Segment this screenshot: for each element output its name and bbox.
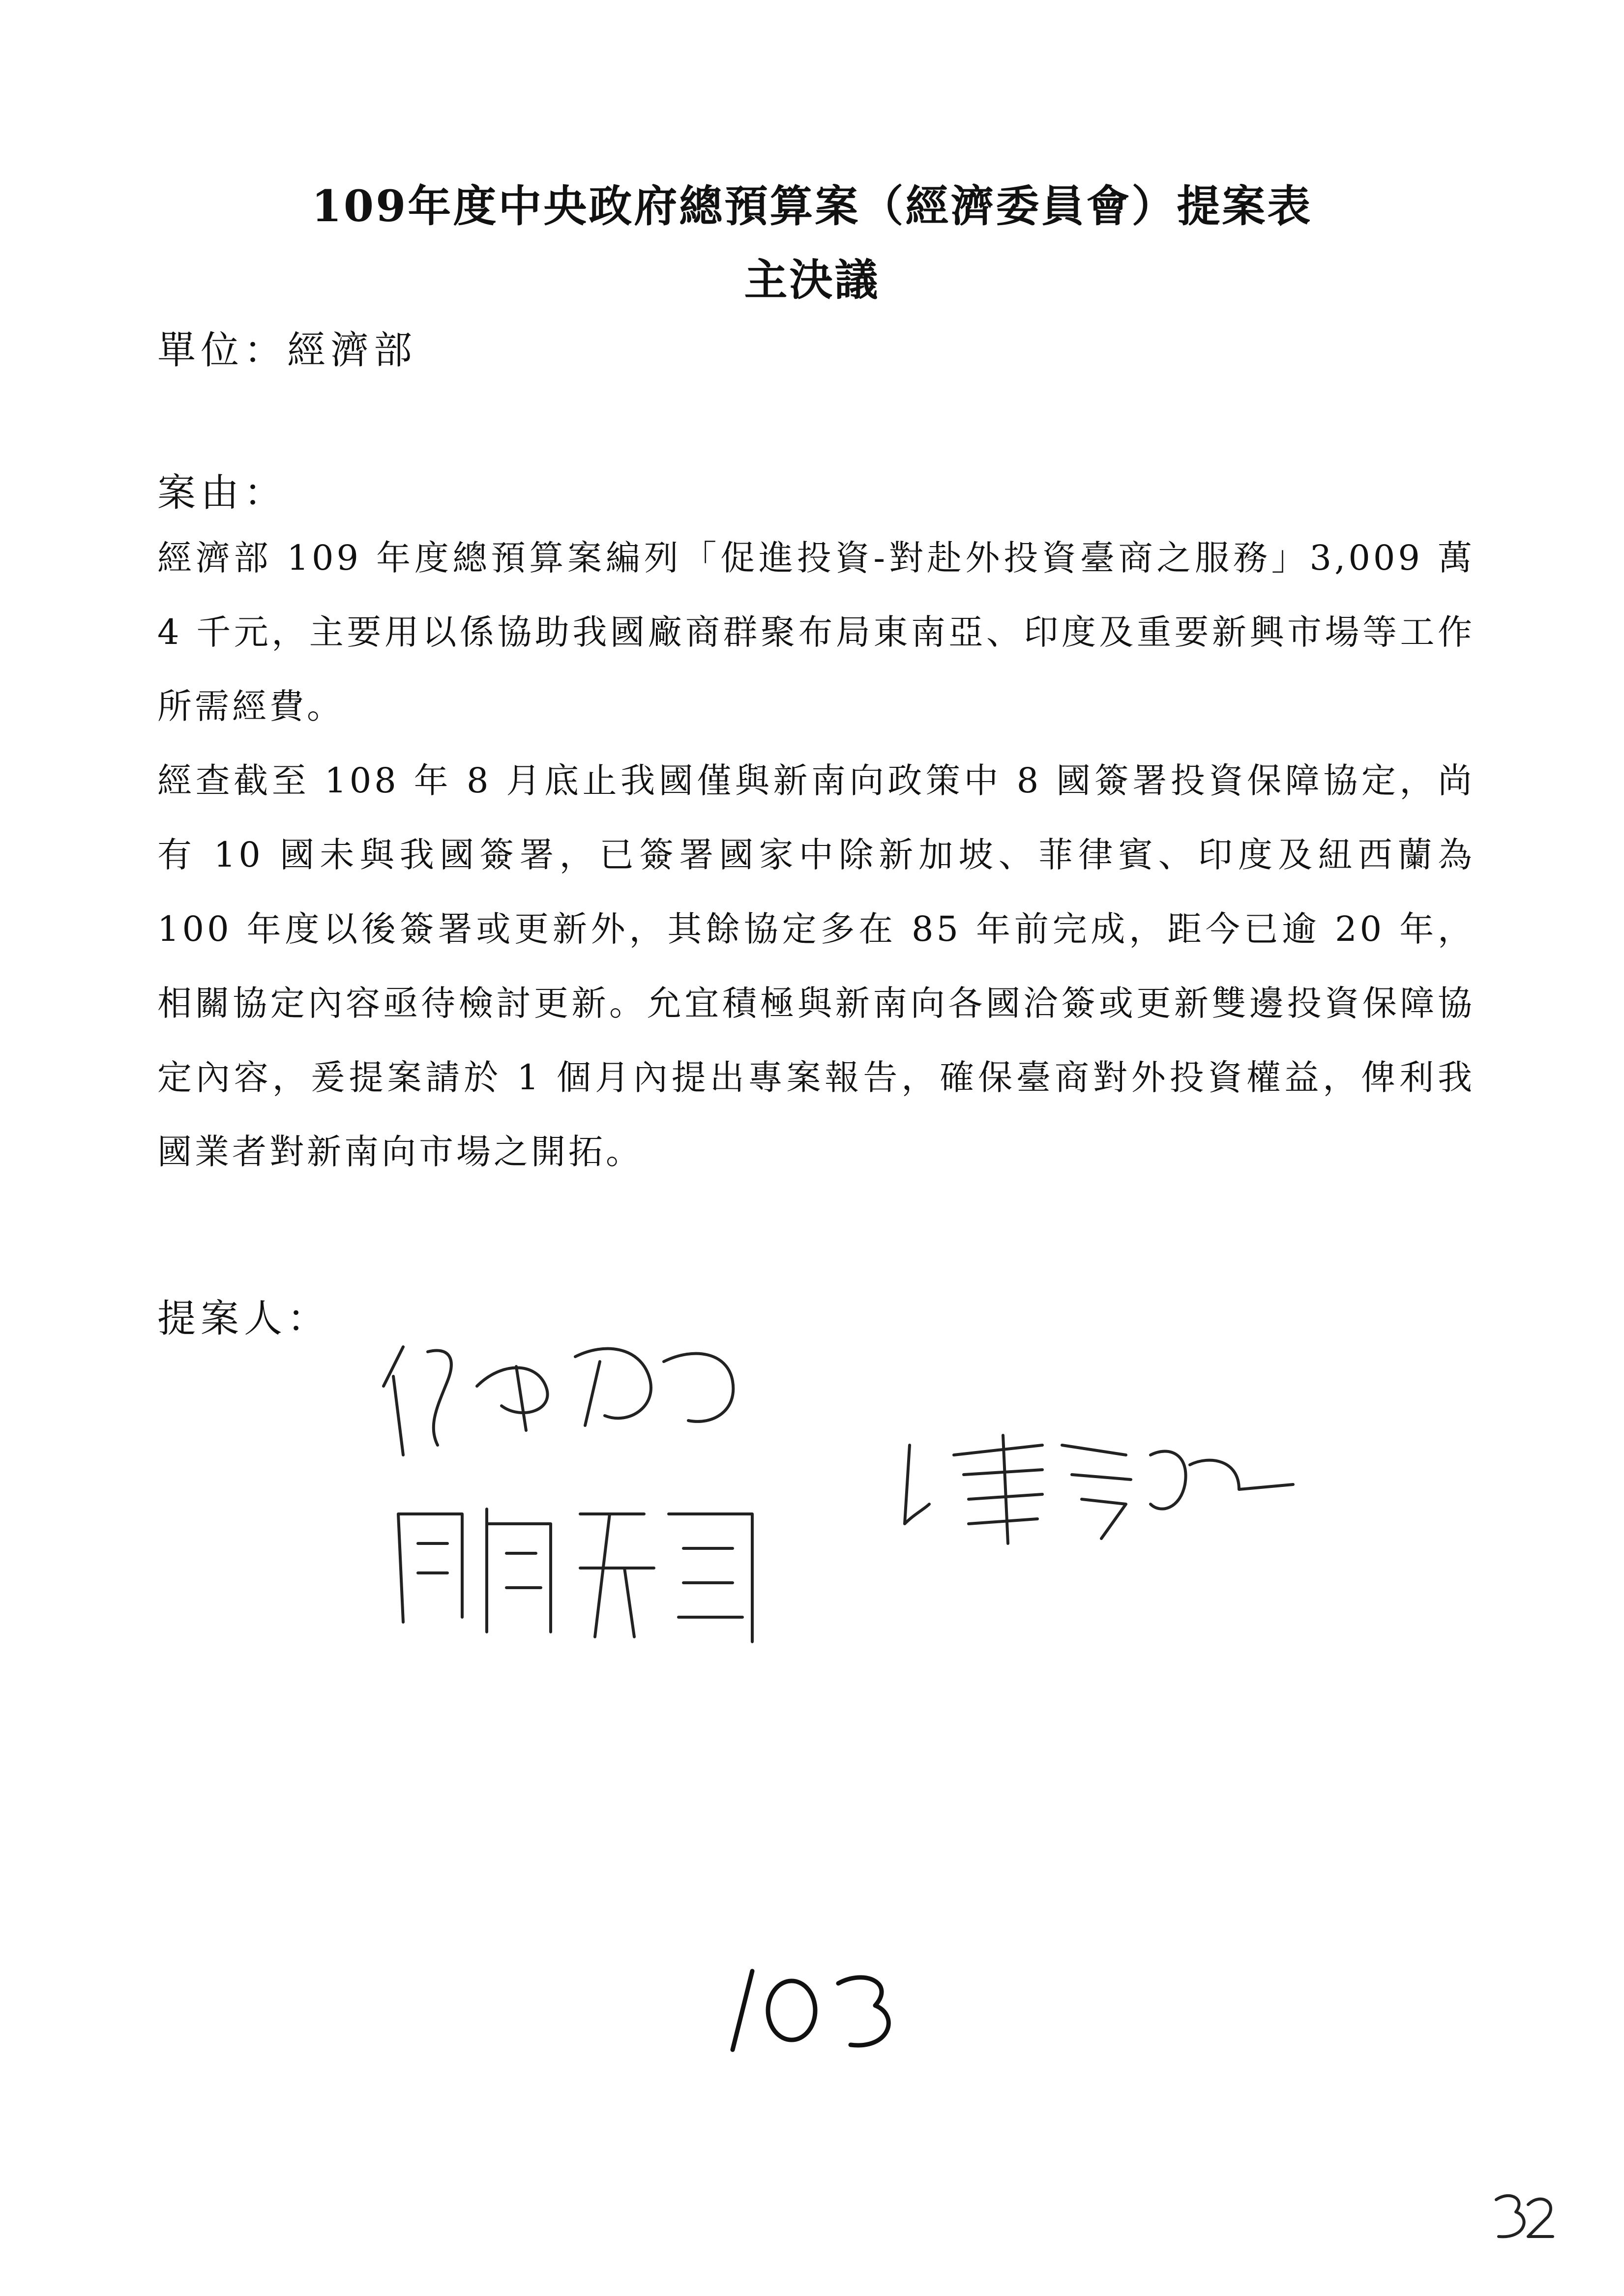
proposer-label: 提案人：: [157, 1297, 331, 1341]
signature-2: [388, 1494, 762, 1652]
reason-body: [157, 521, 1475, 1189]
handwritten-number: [718, 1956, 915, 2057]
signature-3: [895, 1425, 1298, 1553]
reason-label: 案由：: [157, 471, 288, 515]
document-title: 109年度中央政府總預算案（經濟委員會）提案表: [311, 180, 1313, 232]
document-subtitle: 主決議: [744, 254, 880, 305]
reason-paragraph: 經查截至 108 年 8 月底止我國僅與新南向政策中 8 國簽署投資保障協定，尚有 10 國未與我國簽署，已簽署國家中除新加坡、菲律賓、印度及紐西蘭為 100 年度以後簽署或更新外，其餘協定多在 85 年前完成，距今已逾 20 年，相關協定內容亟待檢討更新。允宜積極與新南向各國洽簽或更新雙邊投資保障協定內容，爰提案請於 1 個月內提出專案報告，確保臺商對外投資權益，俾利我國業者對新南向市場之開拓。: [157, 760, 1475, 1172]
signature-1: [374, 1327, 777, 1465]
unit-line: 單位：經濟部: [157, 328, 417, 373]
page-number: [1491, 2190, 1555, 2246]
reason-paragraph: 經濟部 109 年度總預算案編列「促進投資-對赴外投資臺商之服務」3,009 萬 4 千元，主要用以係協助我國廠商群聚布局東南亞、印度及重要新興市場等工作所需經費。: [157, 538, 1475, 727]
